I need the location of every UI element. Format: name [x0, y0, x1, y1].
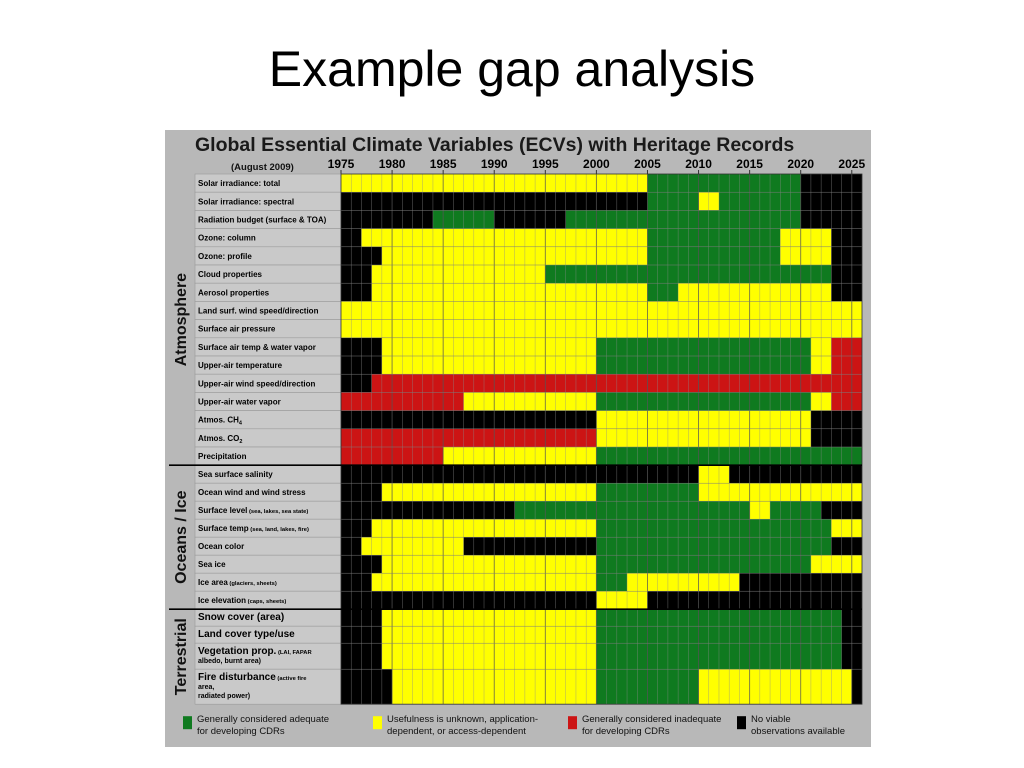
- legend-label: Generally considered inadequate: [582, 714, 722, 726]
- row-label-line3: radiated power): [198, 693, 251, 701]
- ecv-segment: [341, 465, 699, 483]
- row-label: Land surf. wind speed/direction: [198, 306, 319, 316]
- row-label: Snow cover (area): [198, 612, 285, 624]
- ecv-segment: [770, 501, 821, 519]
- legend-label: Generally considered adequate: [197, 714, 330, 726]
- row-label-note: (LAI, FAPAR: [276, 650, 312, 657]
- ecv-segment: [341, 573, 372, 591]
- ecv-segment: [443, 447, 596, 465]
- ecv-segment: [647, 591, 862, 609]
- row-label: Upper-air water vapor: [198, 397, 281, 407]
- row-label-note: 4: [238, 420, 242, 427]
- ecv-segment: [831, 229, 862, 247]
- ecv-segment: [341, 301, 862, 319]
- ecv-segment: [341, 320, 862, 338]
- row-label: Solar irradiance: spectral: [198, 197, 295, 207]
- ecv-segment: [515, 501, 750, 519]
- ecv-segment: [341, 669, 392, 704]
- ecv-segment: [627, 573, 739, 591]
- ecv-chart-svg: [165, 130, 871, 747]
- legend-label: for developing CDRs: [582, 726, 670, 738]
- ecv-segment: [729, 465, 862, 483]
- ecv-segment: [831, 283, 862, 301]
- ecv-segment: [566, 210, 801, 228]
- ecv-segment: [596, 537, 831, 555]
- ecv-segment: [811, 411, 862, 429]
- ecv-segment: [382, 626, 597, 643]
- legend-swatch: [737, 716, 746, 729]
- x-tick-label: 1975: [327, 157, 355, 171]
- ecv-segment: [647, 192, 698, 210]
- ecv-segment: [831, 356, 862, 374]
- ecv-segment: [382, 338, 597, 356]
- row-label: Solar irradiance: total: [198, 179, 281, 189]
- legend-label: No viable: [751, 714, 791, 726]
- ecv-segment: [382, 483, 597, 501]
- row-label: Land cover type/use: [198, 629, 295, 641]
- ecv-segment: [341, 374, 372, 392]
- group-label: Oceans / Ice: [173, 490, 191, 584]
- chart-title: Global Essential Climate Variables (ECVs) with Heritage Records: [195, 134, 795, 156]
- ecv-segment: [382, 609, 597, 626]
- row-label: Vegetation prop. (LAI, FAPAR: [198, 646, 312, 658]
- ecv-segment: [372, 265, 546, 283]
- ecv-segment: [780, 229, 831, 247]
- ecv-segment: [811, 429, 862, 447]
- legend-swatch: [183, 716, 192, 729]
- legend-label: for developing CDRs: [197, 726, 285, 738]
- ecv-segment: [831, 247, 862, 265]
- row-label: Radiation budget (surface & TOA): [198, 215, 327, 225]
- row-label: Precipitation: [198, 452, 247, 462]
- row-label: Ocean color: [198, 542, 245, 552]
- ecv-segment: [678, 283, 831, 301]
- ecv-segment: [596, 519, 831, 537]
- ecv-segment: [699, 669, 852, 704]
- ecv-segment: [831, 265, 862, 283]
- ecv-segment: [341, 210, 433, 228]
- ecv-chart-figure: [165, 130, 871, 747]
- ecv-segment: [596, 338, 811, 356]
- legend-label: observations available: [751, 726, 846, 738]
- row-label: Surface level (sea, lakes, sea state): [198, 506, 309, 516]
- row-label: Aerosol properties: [198, 288, 270, 298]
- ecv-segment: [341, 283, 372, 301]
- ecv-segment: [382, 643, 597, 669]
- chart-subtitle: (August 2009): [231, 162, 294, 173]
- ecv-segment: [596, 573, 627, 591]
- ecv-segment: [341, 519, 372, 537]
- ecv-segment: [341, 411, 596, 429]
- row-label-line2: area,: [198, 684, 215, 692]
- ecv-segment: [831, 537, 862, 555]
- x-tick-label: 1990: [480, 157, 508, 171]
- row-label: Ocean wind and wind stress: [198, 488, 306, 498]
- row-label: Ice area (glaciers, sheets): [198, 578, 277, 588]
- legend-swatch: [568, 716, 577, 729]
- ecv-segment: [596, 392, 811, 410]
- row-label: Cloud properties: [198, 270, 263, 280]
- row-label: Ice elevation (caps, sheets): [198, 596, 287, 606]
- row-label-note: 2: [239, 438, 243, 445]
- x-tick-label: 2010: [685, 157, 712, 171]
- ecv-segment: [596, 591, 647, 609]
- row-label: Ozone: column: [198, 233, 256, 243]
- ecv-segment: [647, 174, 800, 192]
- ecv-segment: [341, 429, 596, 447]
- ecv-segment: [647, 283, 678, 301]
- ecv-segment: [596, 555, 811, 573]
- row-label: Sea surface salinity: [198, 470, 273, 480]
- x-tick-label: 1995: [531, 157, 559, 171]
- row-label: Ozone: profile: [198, 251, 252, 261]
- legend-label: Usefulness is unknown, application-: [387, 714, 539, 726]
- row-label: Upper-air wind speed/direction: [198, 379, 316, 389]
- row-label: Upper-air temperature: [198, 361, 283, 371]
- ecv-segment: [372, 283, 648, 301]
- ecv-segment: [341, 265, 372, 283]
- ecv-segment: [382, 356, 597, 374]
- row-label: Surface air pressure: [198, 324, 276, 334]
- ecv-segment: [647, 229, 780, 247]
- row-label: Atmos. $CH_4$: [198, 415, 242, 427]
- row-label-note: (sea, land, lakes, fire): [248, 527, 309, 534]
- row-label-note: (glaciers, sheets): [227, 581, 277, 588]
- x-tick-label: 2015: [736, 157, 763, 171]
- row-label-note: (sea, lakes, sea state): [247, 509, 309, 516]
- row-label: Sea ice: [198, 560, 226, 570]
- ecv-segment: [341, 501, 515, 519]
- row-label: Atmos. $CO_2$: [198, 433, 243, 445]
- ecv-segment: [699, 465, 730, 483]
- row-label-line2: albedo, burnt area): [198, 658, 262, 666]
- ecv-segment: [811, 555, 862, 573]
- ecv-segment: [596, 411, 811, 429]
- ecv-segment: [831, 338, 862, 356]
- x-tick-label: 1985: [429, 157, 457, 171]
- ecv-segment: [494, 210, 566, 228]
- x-tick-label: 2020: [787, 157, 815, 171]
- ecv-segment: [831, 519, 862, 537]
- ecv-segment: [382, 555, 597, 573]
- x-tick-label: 2000: [583, 157, 610, 171]
- x-tick-label: 2025: [838, 157, 866, 171]
- group-label: Atmosphere: [173, 272, 191, 367]
- legend-swatch: [373, 716, 382, 729]
- slide-title: Example gap analysis: [268, 41, 756, 97]
- ecv-segment: [341, 591, 596, 609]
- ecv-segment: [596, 356, 811, 374]
- ecv-segment: [852, 669, 862, 704]
- x-tick-label: 2005: [634, 157, 661, 171]
- row-label-note: (caps, sheets): [246, 599, 287, 606]
- row-label-note: (active fire: [275, 676, 307, 683]
- ecv-segment: [780, 247, 831, 265]
- row-label: Surface temp (sea, land, lakes, fire): [198, 524, 309, 534]
- ecv-segment: [596, 429, 811, 447]
- row-label: Surface air temp & water vapor: [198, 342, 316, 352]
- group-label: Terrestrial: [173, 618, 191, 696]
- ecv-segment: [464, 537, 597, 555]
- x-tick-label: 1980: [378, 157, 406, 171]
- ecv-segment: [464, 392, 597, 410]
- ecv-segment: [831, 392, 862, 410]
- row-label: Fire disturbance (active fire: [198, 672, 307, 684]
- legend-label: dependent, or access-dependent: [387, 726, 526, 738]
- ecv-segment: [647, 247, 780, 265]
